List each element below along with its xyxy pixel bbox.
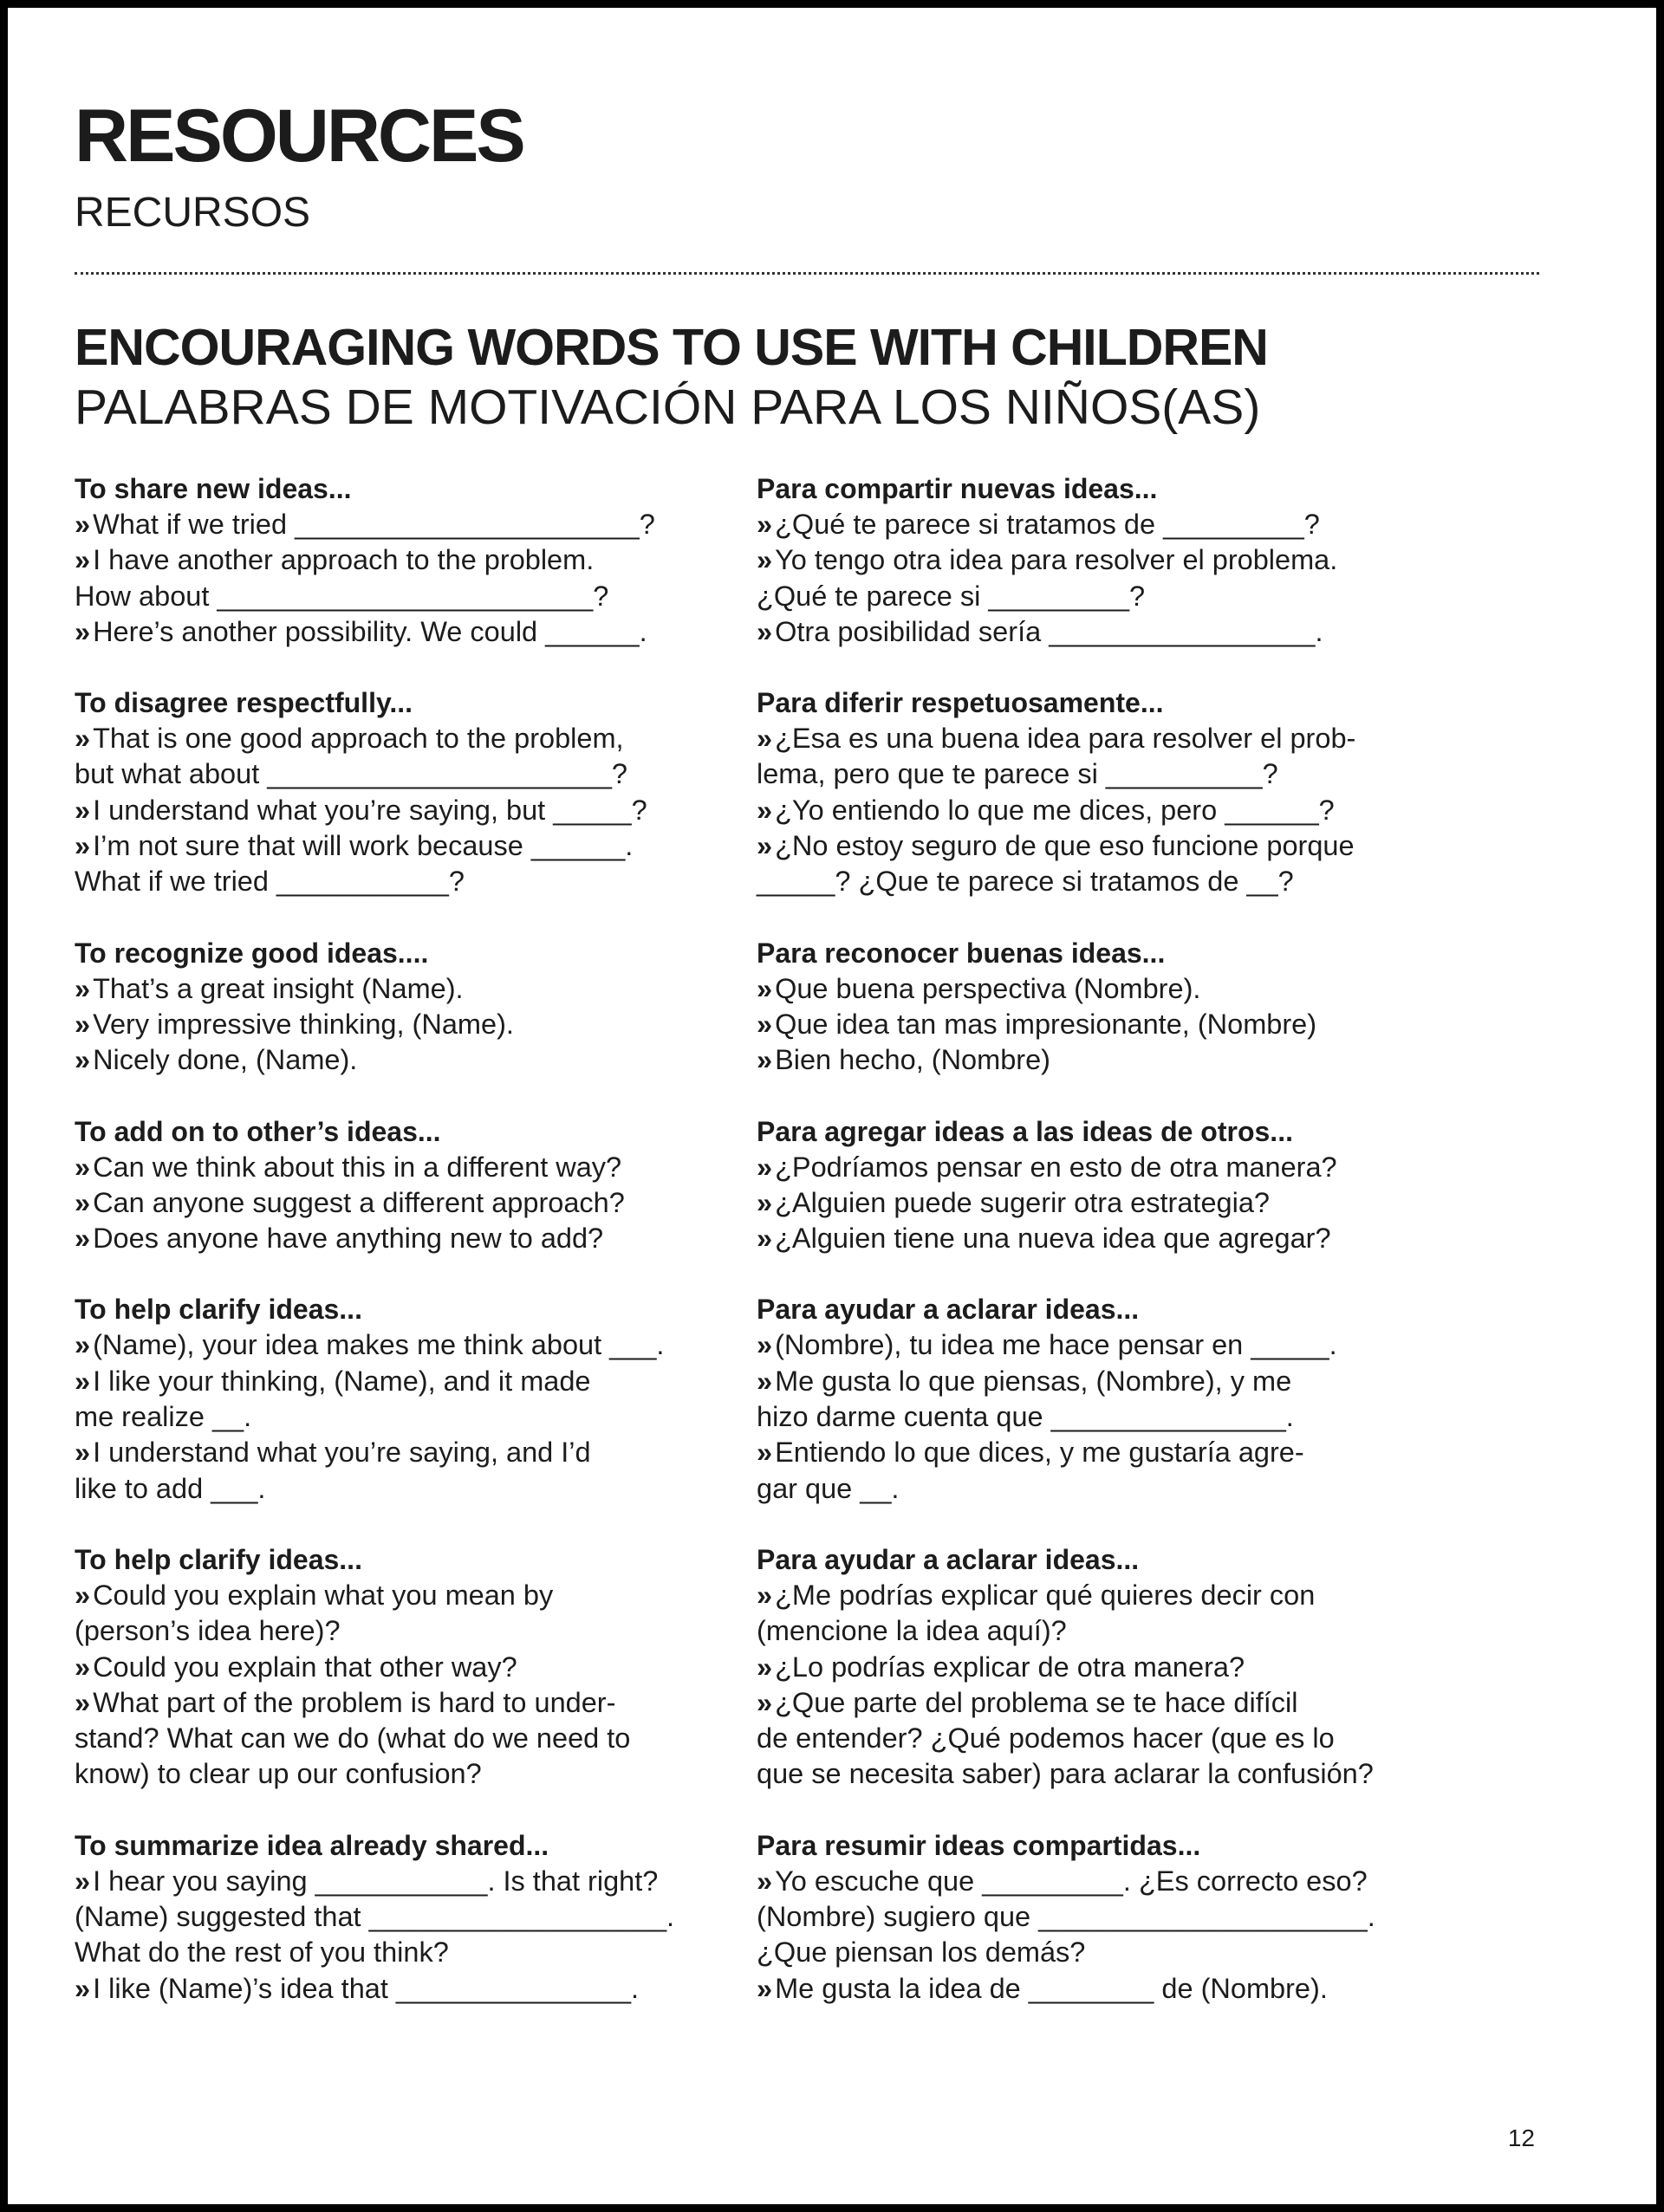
double-chevron-icon: »	[75, 1329, 91, 1361]
line-text: I like your thinking, (Name), and it made	[93, 1365, 591, 1397]
page-header	[75, 94, 1539, 236]
block-title: To help clarify ideas...	[75, 1294, 362, 1326]
line-text: Me gusta lo que piensas, (Nombre), y me	[775, 1365, 1292, 1397]
block-title: Para resumir ideas compartidas...	[757, 1829, 1201, 1861]
double-chevron-icon: »	[75, 1579, 91, 1611]
double-chevron-icon: »	[757, 723, 773, 755]
phrase-line	[757, 1042, 1415, 1078]
line-text: que se necesita saber) para aclarar la confusión?	[757, 1758, 1374, 1790]
line-text: Yo escuche que _________. ¿Es correcto eso?	[775, 1865, 1368, 1897]
phrase-line	[757, 1650, 1415, 1685]
double-chevron-icon: »	[75, 544, 91, 576]
line-text: Does anyone have anything new to add?	[93, 1223, 604, 1255]
line-text: ¿Qué te parece si tratamos de _________?	[775, 509, 1320, 540]
line-text: gar que __.	[757, 1472, 900, 1504]
line-text: but what about ______________________?	[75, 758, 627, 790]
block-title: Para diferir respetuosamente...	[757, 687, 1164, 719]
line-text: ¿Podríamos pensar en esto de otra manera?	[775, 1151, 1337, 1183]
line-text: ¿Me podrías explicar qué quieres decir con	[775, 1579, 1316, 1611]
phrase-line	[757, 1899, 1415, 1935]
phrase-line	[757, 828, 1415, 864]
line-text: ¿Yo entiendo lo que me dices, pero ______?	[775, 794, 1335, 826]
double-chevron-icon: »	[757, 1044, 773, 1076]
line-text: me realize __.	[75, 1401, 252, 1433]
phrase-block	[757, 1828, 1415, 2007]
block-title: To share new ideas...	[75, 473, 352, 504]
line-text: Could you explain what you mean by	[93, 1579, 554, 1611]
line-text: Que buena perspectiva (Nombre).	[775, 972, 1201, 1004]
line-text: I’m not sure that will work because ______.	[93, 830, 634, 862]
phrase-line	[75, 756, 733, 792]
double-chevron-icon: »	[75, 1365, 91, 1397]
phrase-line	[75, 721, 733, 756]
line-text: Could you explain that other way?	[93, 1651, 517, 1683]
double-chevron-icon: »	[757, 1651, 773, 1683]
double-chevron-icon: »	[757, 972, 773, 1004]
phrase-line	[75, 793, 733, 828]
double-chevron-icon: »	[757, 1579, 773, 1611]
double-chevron-icon: »	[757, 509, 773, 540]
double-chevron-icon: »	[75, 1223, 91, 1255]
phrase-line	[75, 1327, 733, 1363]
phrase-line	[757, 1150, 1415, 1185]
phrase-line	[75, 971, 733, 1007]
phrase-line	[757, 579, 1415, 614]
block-title: Para ayudar a aclarar ideas...	[757, 1543, 1140, 1575]
page-number: 12	[1507, 2124, 1535, 2151]
section-title-english: ENCOURAGING WORDS TO USE WITH CHILDREN	[75, 319, 1268, 376]
phrase-line	[757, 1185, 1415, 1221]
phrase-line	[75, 1435, 733, 1470]
phrase-line	[75, 1650, 733, 1685]
phrase-line	[757, 1471, 1415, 1507]
block-title: Para agregar ideas a las ideas de otros...	[757, 1115, 1293, 1147]
phrase-line	[75, 1007, 733, 1042]
line-text: I understand what you’re saying, but _____?	[93, 794, 647, 826]
line-text: hizo darme cuenta que _______________.	[757, 1401, 1294, 1433]
line-text: (Name) suggested that ___________________.	[75, 1901, 675, 1933]
phrase-block	[757, 1292, 1415, 1506]
line-text: I understand what you’re saying, and I’d	[93, 1437, 591, 1469]
phrase-line	[757, 1685, 1415, 1721]
line-text: stand? What can we do (what do we need to	[75, 1722, 631, 1755]
double-chevron-icon: »	[757, 1865, 773, 1897]
phrase-line	[757, 1578, 1415, 1613]
line-text: ¿Que parte del problema se te hace difícil	[775, 1686, 1298, 1718]
line-text: That is one good approach to the problem,	[93, 723, 624, 755]
double-chevron-icon: »	[75, 830, 91, 862]
block-title: Para ayudar a aclarar ideas...	[757, 1294, 1140, 1326]
phrase-block	[75, 685, 733, 899]
double-chevron-icon: »	[757, 1008, 773, 1040]
phrase-line	[75, 1613, 733, 1649]
line-text: ¿No estoy seguro de que eso funcione porque	[775, 830, 1355, 862]
line-text: know) to clear up our confusion?	[75, 1758, 482, 1790]
phrase-line	[75, 828, 733, 864]
double-chevron-icon: »	[757, 794, 773, 826]
phrase-line	[75, 542, 733, 578]
line-text: (person’s idea here)?	[75, 1615, 341, 1647]
phrase-block	[757, 471, 1415, 650]
double-chevron-icon: »	[75, 1651, 91, 1683]
phrase-block	[757, 1114, 1415, 1257]
phrase-block	[75, 471, 733, 650]
line-text: (Nombre), tu idea me hace pensar en _____.	[775, 1329, 1337, 1361]
page-subtitle: RECURSOS	[75, 190, 311, 236]
phrase-line	[75, 1935, 733, 1970]
phrase-block	[75, 1292, 733, 1506]
double-chevron-icon: »	[757, 1151, 773, 1183]
double-chevron-icon: »	[757, 615, 773, 647]
phrase-line	[757, 1721, 1415, 1756]
line-text: Entiendo lo que dices, y me gustaría agre-	[775, 1437, 1304, 1469]
phrase-line	[75, 1756, 733, 1792]
double-chevron-icon: »	[75, 972, 91, 1004]
phrase-line	[757, 1613, 1415, 1649]
phrase-block	[75, 1828, 733, 2007]
phrase-line	[757, 1007, 1415, 1042]
line-text: Very impressive thinking, (Name).	[93, 1008, 514, 1040]
double-chevron-icon: »	[75, 1008, 91, 1040]
line-text: I have another approach to the problem.	[93, 544, 595, 576]
phrase-line	[75, 864, 733, 899]
phrase-line	[75, 1185, 733, 1221]
phrase-line	[75, 1899, 733, 1935]
english-column	[75, 471, 733, 2042]
double-chevron-icon: »	[757, 1223, 773, 1255]
phrase-line	[757, 542, 1415, 578]
double-chevron-icon: »	[757, 544, 773, 576]
phrase-line	[75, 1150, 733, 1185]
double-chevron-icon: »	[757, 1186, 773, 1218]
phrase-line	[757, 1864, 1415, 1899]
line-text: ¿Lo podrías explicar de otra manera?	[775, 1651, 1245, 1683]
line-text: lema, pero que te parece si __________?	[757, 758, 1278, 790]
line-text: Yo tengo otra idea para resolver el problema.	[775, 544, 1338, 576]
phrase-line	[757, 1327, 1415, 1363]
line-text: What if we tried ______________________?	[93, 509, 655, 540]
double-chevron-icon: »	[757, 1437, 773, 1469]
line-text: ¿Qué te parece si _________?	[757, 580, 1146, 612]
phrase-line	[757, 721, 1415, 756]
phrase-line	[75, 1042, 733, 1078]
double-chevron-icon: »	[75, 615, 91, 647]
line-text: (mencione la idea aquí)?	[757, 1615, 1067, 1647]
block-title: Para reconocer buenas ideas...	[757, 937, 1166, 969]
line-text: Que idea tan mas impresionante, (Nombre)	[775, 1008, 1317, 1040]
phrase-line	[757, 1435, 1415, 1470]
phrase-line	[75, 614, 733, 650]
phrase-line	[757, 507, 1415, 542]
phrase-block	[75, 936, 733, 1079]
phrase-line	[757, 1399, 1415, 1435]
double-chevron-icon: »	[75, 1865, 91, 1897]
line-text: (Nombre) sugiero que _____________________.	[757, 1901, 1375, 1933]
phrase-line	[75, 1221, 733, 1256]
double-chevron-icon: »	[75, 1686, 91, 1718]
phrase-line	[75, 507, 733, 542]
line-text: ¿Esa es una buena idea para resolver el prob-	[775, 723, 1356, 755]
line-text: Nicely done, (Name).	[93, 1044, 358, 1076]
page-title: RESOURCES	[75, 94, 523, 178]
line-text: like to add ___.	[75, 1472, 266, 1504]
phrase-line	[757, 793, 1415, 828]
phrase-line	[75, 1685, 733, 1721]
line-text: de entender? ¿Qué podemos hacer (que es lo	[757, 1722, 1335, 1755]
block-title: To help clarify ideas...	[75, 1543, 362, 1575]
phrase-line	[75, 1471, 733, 1507]
double-chevron-icon: »	[75, 1437, 91, 1469]
line-text: ¿Alguien puede sugerir otra estrategia?	[775, 1186, 1270, 1218]
line-text: What part of the problem is hard to under-	[93, 1686, 616, 1718]
phrase-line	[75, 1364, 733, 1399]
phrase-line	[757, 971, 1415, 1007]
phrase-line	[757, 864, 1415, 899]
double-chevron-icon: »	[75, 723, 91, 755]
line-text: (Name), your idea makes me think about ___.	[93, 1329, 665, 1361]
double-chevron-icon: »	[757, 1329, 773, 1361]
section-title-spanish: PALABRAS DE MOTIVACIÓN PARA LOS NIÑOS(AS)	[75, 379, 1261, 435]
line-text: What do the rest of you think?	[75, 1936, 449, 1969]
phrase-line	[75, 1578, 733, 1613]
line-text: Here’s another possibility. We could ______.	[93, 615, 647, 647]
double-chevron-icon: »	[757, 1365, 773, 1397]
line-text: How about ________________________?	[75, 580, 609, 612]
double-chevron-icon: »	[75, 794, 91, 826]
phrase-line	[757, 1971, 1415, 2007]
spanish-column	[757, 471, 1415, 2042]
phrase-line	[757, 756, 1415, 792]
line-text: That’s a great insight (Name).	[93, 972, 464, 1004]
dotted-divider	[75, 272, 1539, 275]
phrase-block	[757, 1542, 1415, 1793]
phrase-line	[75, 579, 733, 614]
block-title: To add on to other’s ideas...	[75, 1115, 441, 1147]
phrase-block	[757, 685, 1415, 899]
block-title: Para compartir nuevas ideas...	[757, 473, 1158, 504]
block-title: To disagree respectfully...	[75, 687, 413, 719]
phrase-line	[757, 1221, 1415, 1256]
phrase-line	[757, 1935, 1415, 1970]
line-text: Can we think about this in a different way?	[93, 1151, 622, 1183]
block-title: To recognize good ideas....	[75, 937, 429, 969]
block-title: To summarize idea already shared...	[75, 1829, 549, 1861]
line-text: Can anyone suggest a different approach?	[93, 1186, 625, 1218]
phrase-line	[757, 1364, 1415, 1399]
line-text: Bien hecho, (Nombre)	[775, 1044, 1051, 1076]
double-chevron-icon: »	[75, 509, 91, 540]
double-chevron-icon: »	[75, 1186, 91, 1218]
phrase-line	[75, 1971, 733, 2007]
phrase-line	[757, 614, 1415, 650]
line-text: _____? ¿Que te parece si tratamos de __?	[757, 866, 1294, 898]
phrase-block	[757, 936, 1415, 1079]
double-chevron-icon: »	[757, 830, 773, 862]
line-text: ¿Que piensan los demás?	[757, 1936, 1086, 1969]
line-text: I like (Name)’s idea that _______________.	[93, 1972, 640, 2004]
line-text: Otra posibilidad sería _________________.	[775, 615, 1323, 647]
phrase-block	[75, 1542, 733, 1793]
double-chevron-icon: »	[757, 1686, 773, 1718]
phrase-line	[75, 1864, 733, 1899]
phrase-block	[75, 1114, 733, 1257]
line-text: What if we tried ___________?	[75, 866, 465, 898]
phrase-line	[75, 1399, 733, 1435]
double-chevron-icon: »	[757, 1972, 773, 2004]
section-heading	[75, 320, 1539, 436]
double-chevron-icon: »	[75, 1044, 91, 1076]
line-text: I hear you saying ___________. Is that right?	[93, 1865, 659, 1897]
phrase-line	[75, 1721, 733, 1756]
double-chevron-icon: »	[75, 1151, 91, 1183]
phrase-line	[757, 1756, 1415, 1792]
line-text: Me gusta la idea de ________ de (Nombre).	[775, 1972, 1328, 2004]
line-text: ¿Alguien tiene una nueva idea que agregar?	[775, 1223, 1331, 1255]
double-chevron-icon: »	[75, 1972, 91, 2004]
